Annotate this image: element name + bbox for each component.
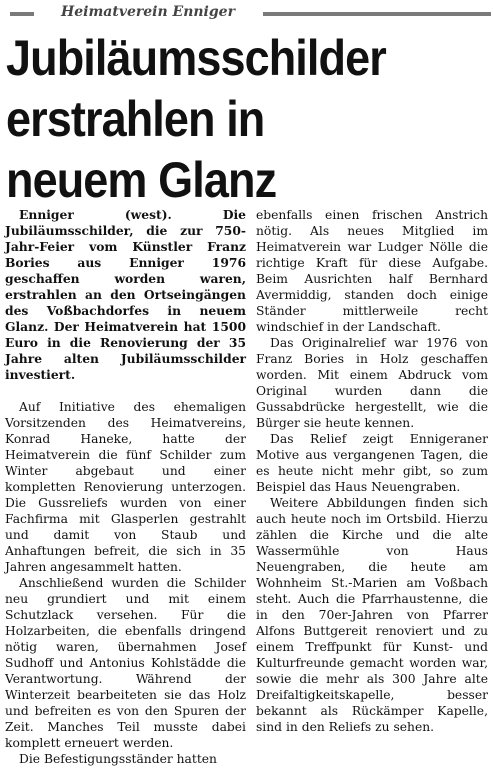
article-paragraph: Auf Initiative des ehemaligen Vorsitzenden des Heimatvereins, Konrad Haneke, hatte der Heimatverein die fünf Schilder zum Winter abgebaut und einer kompletten Renovierung unterzogen. Die Gussreliefs wurden von einer Fachfirma mit Glasperlen gestrahlt und damit von Staub und Anhaftungen befreit, die sich in 35 Jahren angesammelt hatten. — [5, 400, 246, 574]
article-lead: Enniger (west). Die Jubiläumsschilder, die zur 750-Jahr-Feier vom Künstler Franz Bories aus Enniger 1976 geschaffen worden waren, erstrahlen an den Ortseingängen des Voßbachdorfes in neuem Glanz. Der Heimatverein hat 1500 Euro in die Renovierung der 35 Jahre alten Jubiläumsschilder investiert. — [5, 207, 246, 382]
article-paragraph: Das Originalrelief war 1976 von Franz Bories in Holz geschaffen worden. Mit einem Abdruck vom Original wurden dann die Gussabdrücke hergestellt, wie die Bürger sie heute kennen. — [256, 336, 488, 430]
paragraph-gap — [5, 383, 246, 399]
headline-line-3: neuem Glanz — [6, 152, 277, 208]
kicker-text: Heimatverein Enniger — [61, 4, 235, 20]
article-continuation: ebenfalls einen frischen Anstrich nötig. Als neues Mitglied im Heimatverein war Ludger Nölle die richtige Kraft für diese Aufgabe. Beim Ausrichten half Bernhard Avermiddig, standen doch einige Ständer mittlerweile recht windschief in der Landschaft. — [256, 208, 488, 334]
article-column-right — [256, 207, 488, 735]
kicker-rule-right — [263, 12, 491, 16]
headline — [6, 28, 443, 211]
kicker-rule-left — [10, 12, 34, 16]
headline-line-2: erstrahlen in — [6, 91, 265, 147]
article-paragraph: Die Befestigungsständer hatten — [19, 752, 217, 766]
section-kicker — [0, 3, 493, 21]
article-paragraph: Weitere Abbildungen finden sich auch heute noch im Ortsbild. Hierzu zählen die Kirche und die alte Wassermühle von Haus Neuengraben, die heute am Wohnheim St.-Marien am Voßbach steht. Auch die Pfarrhaustenne, die in den 70er-Jahren von Pfarrer Alfons Buttgereit renoviert und zu einem Treffpunkt für Kunst- und Kulturfreunde gemacht worden war, sowie die mehr als 300 Jahre alte Dreifaltigkeitskapelle, besser bekannt als Rückämper Kapelle, sind in den Reliefs zu sehen. — [256, 496, 488, 734]
headline-line-1: Jubiläumsschilder — [6, 30, 386, 86]
article-column-left — [5, 207, 246, 767]
article-paragraph: Anschließend wurden die Schilder neu grundiert und mit einem Schutzlack versehen. Für die Holzarbeiten, die ebenfalls dringend nötig waren, übernahmen Josef Sudhoff und Antonius Kohlstädde die Verantwortung. Während der Winterzeit bearbeiteten sie das Holz und befreiten es von den Spuren der Zeit. Manches Teil musste dabei komplett erneuert werden. — [5, 576, 246, 750]
article-paragraph: Das Relief zeigt Ennigeraner Motive aus vergangenen Tagen, die es heute nicht mehr gibt, so zum Beispiel das Haus Neuengraben. — [256, 432, 488, 494]
